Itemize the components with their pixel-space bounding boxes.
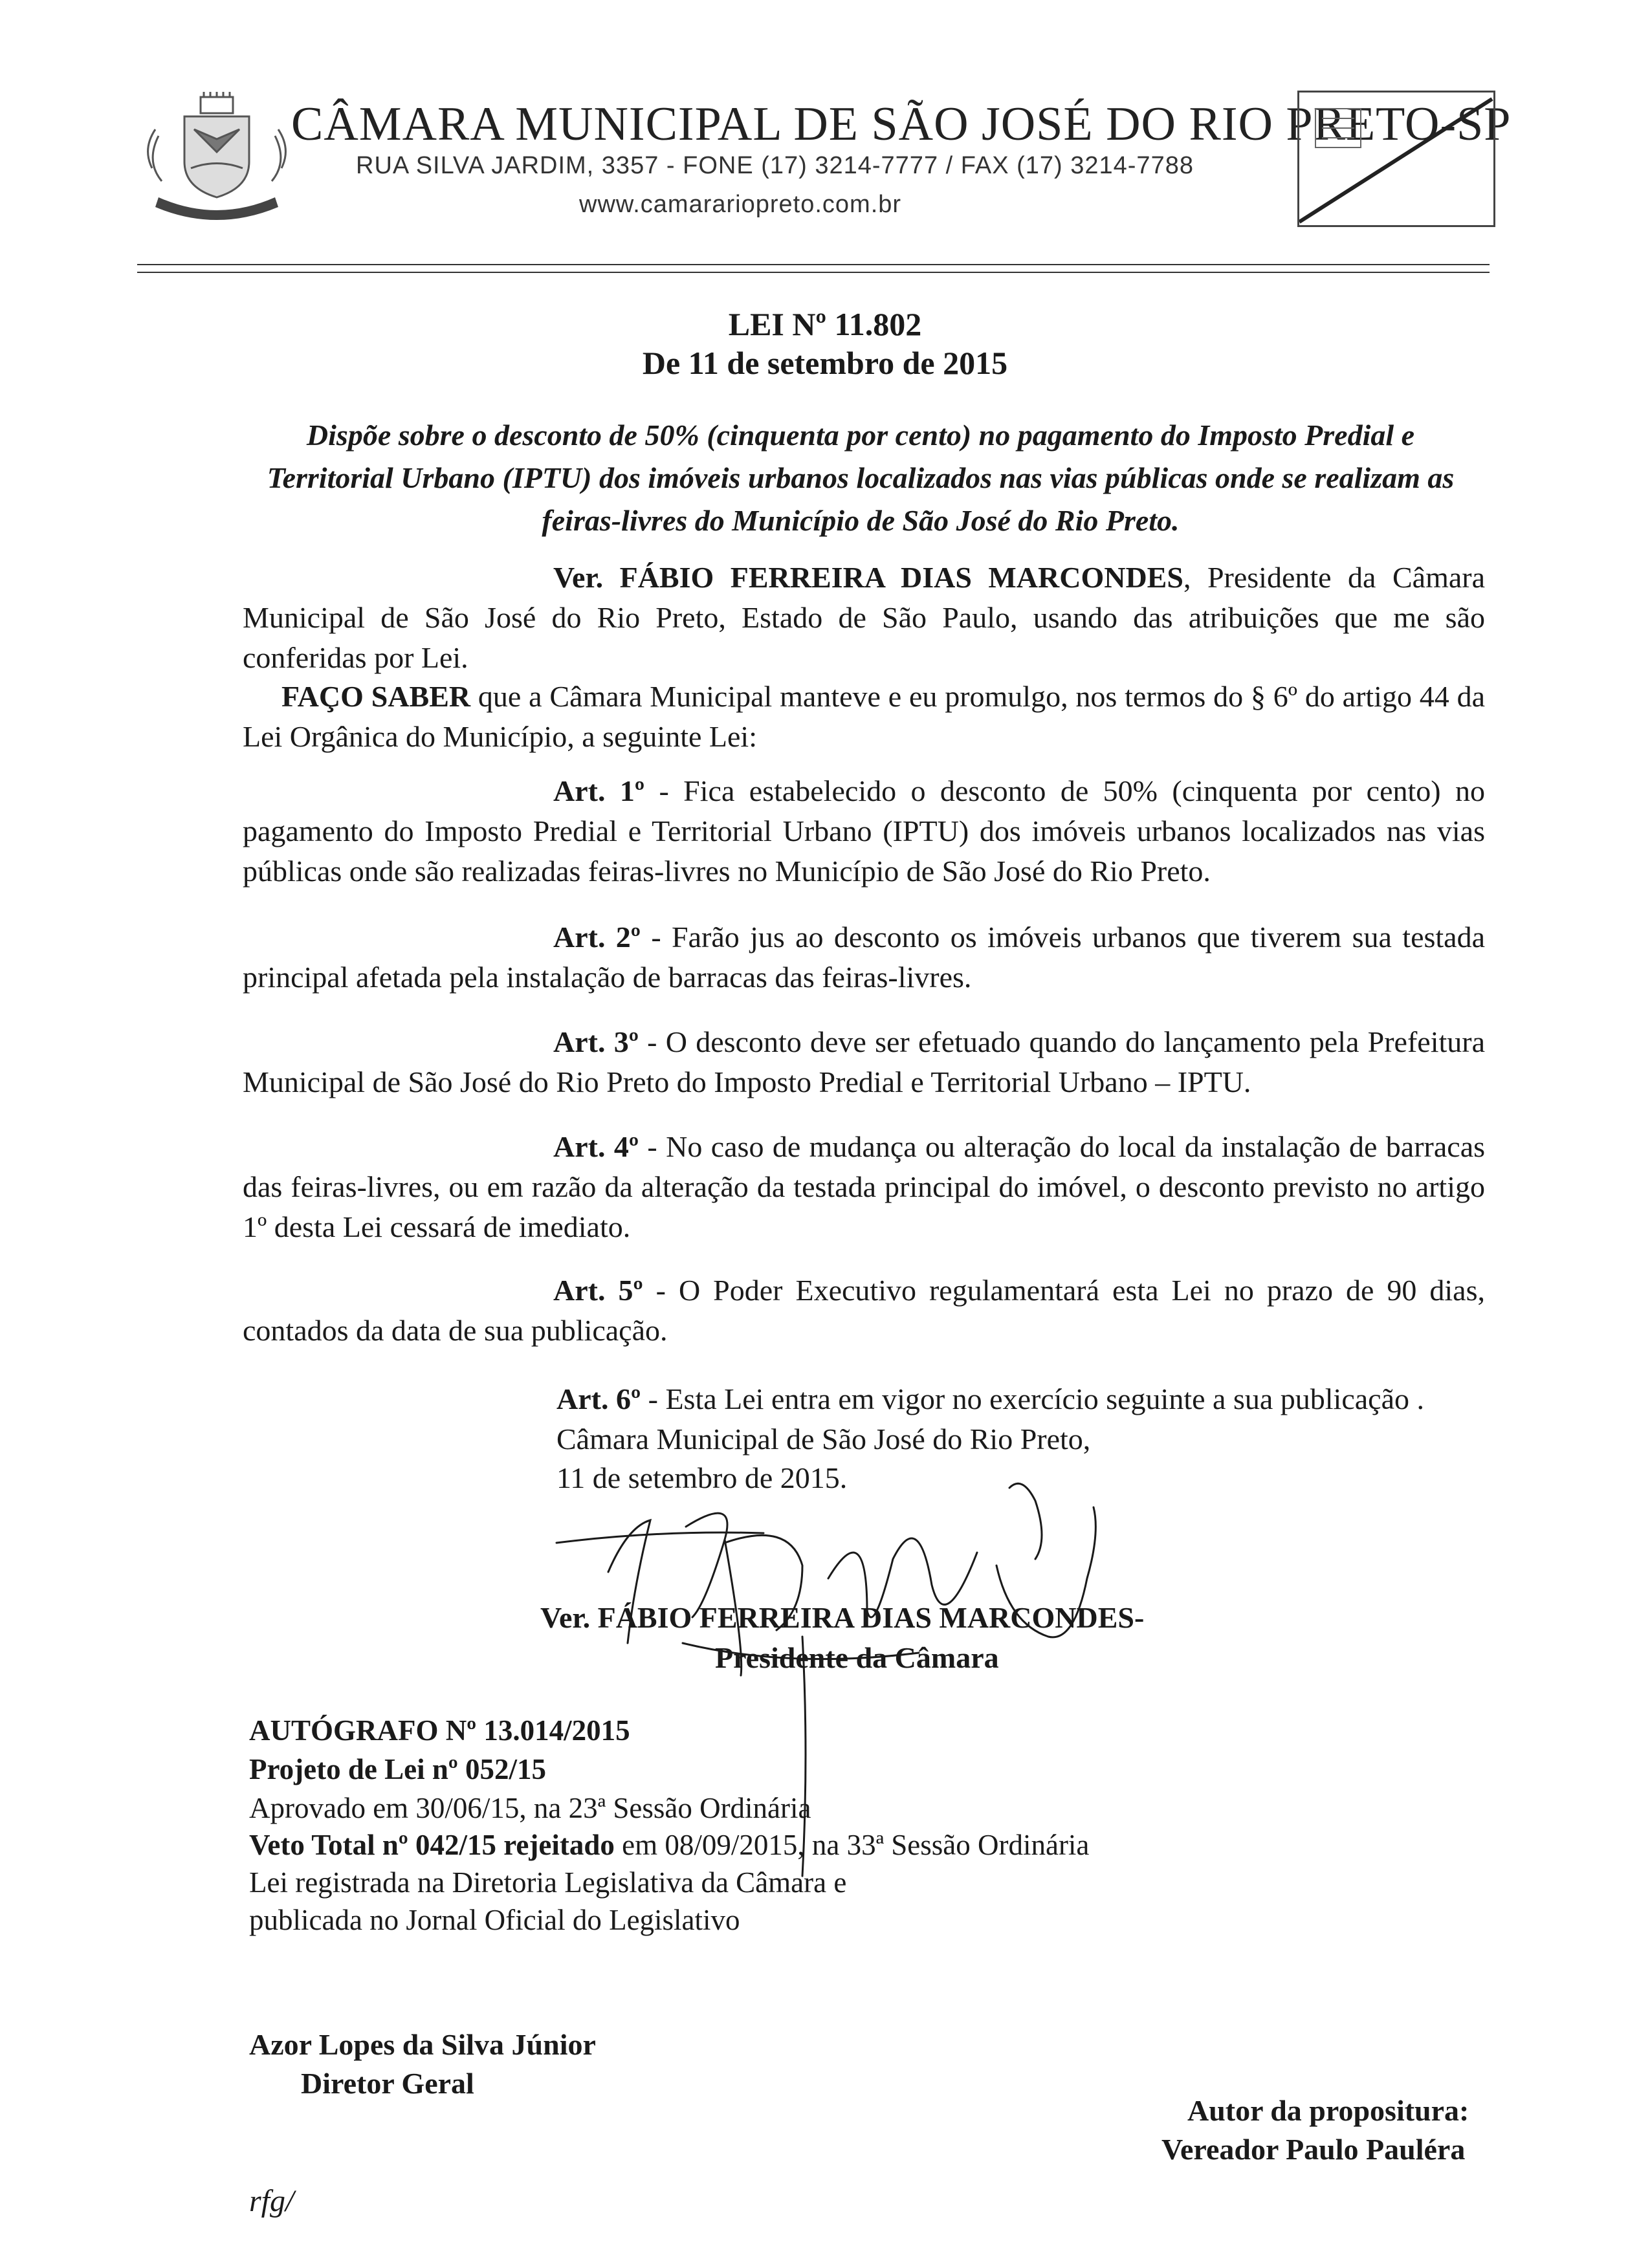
coat-of-arms-icon — [139, 91, 294, 226]
stamp-graphic-icon — [1299, 93, 1493, 225]
article-text: - O desconto deve ser efetuado quando do lançamento pela Prefeitura Municipal de São José do Rio Preto do Imposto Predial e Territorial Urbano – IPTU. — [243, 1025, 1486, 1098]
header-divider-top — [137, 264, 1490, 265]
article-label: Art. 2º — [553, 921, 641, 954]
director-role: Diretor Geral — [301, 2067, 474, 2100]
closing-date: 11 de setembro de 2015. — [556, 1461, 848, 1494]
header-title: CÂMARA MUNICIPAL DE SÃO JOSÉ DO RIO PRETO-SP — [291, 98, 1512, 151]
projeto-de-lei: Projeto de Lei nº 052/15 — [249, 1753, 546, 1785]
author-label: Autor da propositura: — [1187, 2094, 1469, 2127]
article-label: Art. 6º — [556, 1382, 641, 1415]
article-label: Art. 3º — [553, 1025, 639, 1058]
article-label: Art. 5º — [553, 1274, 643, 1307]
signature-name: Ver. FÁBIO FERREIRA DIAS MARCONDES- — [540, 1601, 1145, 1634]
signature-role: Presidente da Câmara — [715, 1641, 999, 1674]
aprovado-line: Aprovado em 30/06/15, na 23ª Sessão Ordinária — [249, 1792, 811, 1824]
preamble-paragraph — [243, 558, 1485, 678]
article-label: Art. 1º — [553, 774, 645, 807]
typist-initials: rfg/ — [249, 2184, 294, 2218]
law-number: LEI Nº 11.802 — [728, 306, 922, 342]
veto-label: Veto Total nº 042/15 rejeitado — [249, 1829, 615, 1861]
faco-saber-paragraph — [243, 677, 1485, 757]
city-seal-logo — [139, 91, 294, 226]
preamble-text: , Presidente da Câmara Municipal de São José do Rio Preto, Estado de São Paulo, usando das atribuições que me são conferidas por Lei. — [243, 561, 1485, 674]
header-address: RUA SILVA JARDIM, 3357 - FONE (17) 3214-7777 / FAX (17) 3214-7788 — [356, 152, 1194, 179]
header-website: www.camarariopreto.com.br — [579, 191, 902, 218]
article-text: - No caso de mudança ou alteração do local da instalação de barracas das feiras-livres, ou em razão da alteração da testada principal do imóvel, o desconto previsto no artigo 1º desta Lei cessará de imediato. — [243, 1130, 1486, 1243]
veto-line — [249, 1826, 1089, 1864]
header-stamp — [1297, 91, 1495, 227]
author-name: Vereador Paulo Pauléra — [1161, 2133, 1466, 2166]
law-date: De 11 de setembro de 2015 — [642, 345, 1008, 381]
article-1 — [243, 771, 1485, 891]
article-text: - O Poder Executivo regulamentará esta Lei no prazo de 90 dias, contados da data de sua publicação. — [243, 1274, 1485, 1347]
article-2 — [243, 917, 1485, 998]
article-text: - Esta Lei entra em vigor no exercício seguinte a sua publicação . — [641, 1382, 1424, 1415]
header-divider-bottom — [137, 272, 1490, 273]
article-5 — [243, 1270, 1485, 1351]
article-3 — [243, 1022, 1485, 1102]
registro-line-1: Lei registrada na Diretoria Legislativa da Câmara e — [249, 1866, 847, 1899]
registro-line-2: publicada no Jornal Oficial do Legislativo — [249, 1904, 740, 1936]
article-text: - Fica estabelecido o desconto de 50% (cinquenta por cento) no pagamento do Imposto Predial e Territorial Urbano (IPTU) dos imóveis urbanos localizados nas vias públicas onde são realizadas feiras-livres no Município de São José do Rio Preto. — [243, 774, 1485, 888]
director-name: Azor Lopes da Silva Júnior — [249, 2028, 596, 2061]
president-name: Ver. FÁBIO FERREIRA DIAS MARCONDES — [553, 561, 1183, 594]
autografo-number: AUTÓGRAFO Nº 13.014/2015 — [249, 1714, 630, 1747]
closing-place: Câmara Municipal de São José do Rio Preto, — [556, 1423, 1091, 1456]
faco-saber-label: FAÇO SABER — [281, 680, 471, 713]
article-label: Art. 4º — [553, 1130, 639, 1163]
law-summary: Dispõe sobre o desconto de 50% (cinquenta por cento) no pagamento do Imposto Predial e Territorial Urbano (IPTU) dos imóveis urbanos localizados nas vias públicas onde se realizam as feiras-livres do Município de São José do Rio Preto. — [267, 419, 1455, 537]
faco-saber-text: que a Câmara Municipal manteve e eu promulgo, nos termos do § 6º do artigo 44 da Lei Orgânica do Município, a seguinte Lei: — [243, 680, 1485, 753]
veto-text: em 08/09/2015, na 33ª Sessão Ordinária — [614, 1829, 1090, 1861]
article-6 — [556, 1380, 1424, 1419]
article-text: - Farão jus ao desconto os imóveis urbanos que tiverem sua testada principal afetada pela instalação de barracas das feiras-livres. — [243, 921, 1486, 994]
article-4 — [243, 1127, 1485, 1247]
